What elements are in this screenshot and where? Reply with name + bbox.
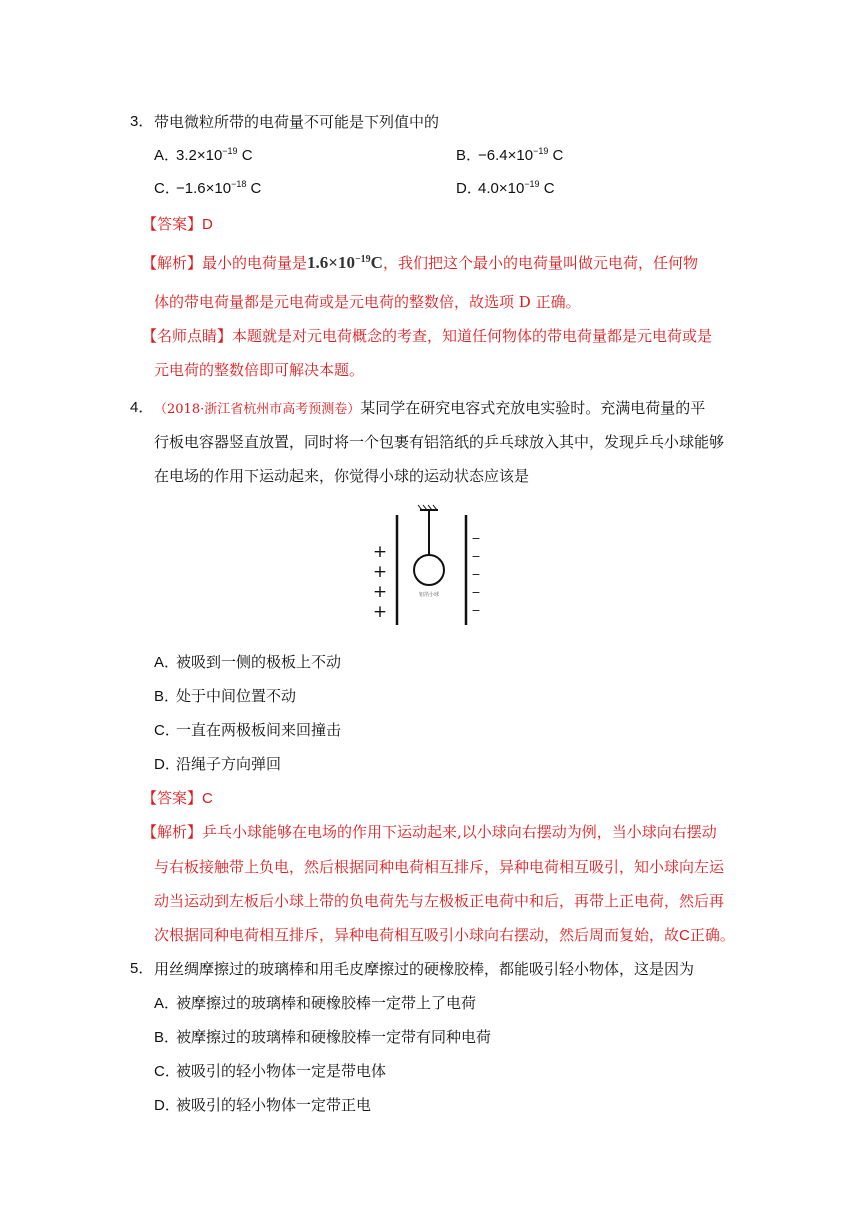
analysis-tag: 【解析】 (142, 254, 203, 272)
minus-sign: − (471, 586, 481, 599)
tip-tag: 【名师点睛】 (142, 327, 233, 345)
answer-line (142, 788, 213, 809)
analysis-tag: 【解析】 (142, 823, 203, 841)
option-d: D．$4.0\times 10^{-19}$ C (456, 179, 555, 197)
option-c: C．一直在两极板间来回撞击 (154, 721, 342, 739)
tip-line-2: 元电荷的整数倍即可解决本题。 (154, 361, 365, 379)
ball-caption: 铝箔小球 (418, 592, 440, 598)
capacitor-figure (360, 500, 500, 630)
answer-tag: 【答案】 (142, 215, 203, 233)
option-b: B．$-6.4\times 10^{-19}$ C (456, 146, 564, 164)
plus-sign: + (372, 542, 388, 562)
option-a: A．被吸到一侧的极板上不动 (154, 653, 342, 671)
plus-sign: + (372, 562, 388, 582)
analysis-line-4: 次根据同种电荷相互排斥，异种电荷相互吸引小球向右摆动，然后周而复始，故C正确。 (154, 926, 735, 944)
tip-line-1: 【名师点睛】本题就是对元电荷概念的考查，知道任何物体的带电荷量都是元电荷或是 (142, 327, 713, 345)
ceiling-support (418, 505, 438, 510)
analysis-line-3: 动当运动到左板后小球上带的负电荷先与左极板正电荷中和后，再带上正电荷，然后再 (154, 892, 725, 910)
ball (414, 555, 444, 585)
analysis-line-1: 【解析】最小的电荷量是$1.6\times 10^{-19}C$，我们把这个最小的电荷量叫做元电荷，任何物 (142, 253, 698, 272)
question-stem: 带电微粒所带的电荷量不可能是下列值中的 (154, 113, 440, 131)
question-number: 5． (130, 960, 154, 977)
analysis-line-2: 与右板接触带上负电，然后根据同种电荷相互排斥，异种电荷相互吸引，知小球向左运 (154, 858, 725, 876)
option-b: B．处于中间位置不动 (154, 687, 297, 705)
option-d: D．沿绳子方向弹回 (154, 755, 282, 773)
question-source: （2018·浙江省杭州市高考预测卷） (154, 402, 361, 417)
option-a: A．被摩擦过的玻璃棒和硬橡胶棒一定带上了电荷 (154, 994, 477, 1012)
minus-sign: − (471, 550, 481, 563)
question-stem-line-2: 行板电容器竖直放置，同时将一个包裹有铝箔纸的乒乓球放入其中，发现乒乓小球能够 (154, 433, 725, 451)
question-stem-line-3: 在电场的作用下运动起来，你觉得小球的运动状态应该是 (154, 467, 530, 485)
question-stem: 某同学在研究电容式充放电实验时。充满电荷量的平 (360, 399, 706, 417)
minus-sign: − (471, 604, 481, 617)
option-a: A．$3.2\times 10^{-19}$ C (154, 146, 253, 164)
plus-sign: + (372, 582, 388, 602)
answer-value: C (202, 790, 213, 807)
option-d: D．被吸引的轻小物体一定带正电 (154, 1096, 372, 1114)
answer-line (142, 214, 213, 235)
analysis-line-2: 体的带电荷量都是元电荷或是元电荷的整数倍，故选项 D 正确。 (154, 293, 581, 311)
answer-tag: 【答案】 (142, 789, 203, 807)
option-c: C．被吸引的轻小物体一定是带电体 (154, 1062, 387, 1080)
plus-sign: + (372, 602, 388, 622)
analysis-line-1: 【解析】乒乓小球能够在电场的作用下运动起来,以小球向右摆动为例，当小球向右摆动 (142, 823, 717, 841)
option-c: C．$-1.6\times 10^{-18}$ C (154, 179, 262, 197)
question-number: 4． (130, 399, 154, 416)
minus-sign: − (471, 532, 481, 545)
elementary-charge-formula: $1.6\times 10^{-19}C$ (307, 253, 383, 272)
option-b: B．被摩擦过的玻璃棒和硬橡胶棒一定带有同种电荷 (154, 1028, 492, 1046)
minus-sign: − (471, 568, 481, 581)
capacitor-diagram (360, 500, 500, 630)
question-stem: 用丝绸摩擦过的玻璃棒和用毛皮摩擦过的硬橡胶棒，都能吸引轻小物体，这是因为 (154, 960, 695, 978)
answer-value: D (202, 216, 213, 233)
question-number: 3． (130, 113, 154, 130)
